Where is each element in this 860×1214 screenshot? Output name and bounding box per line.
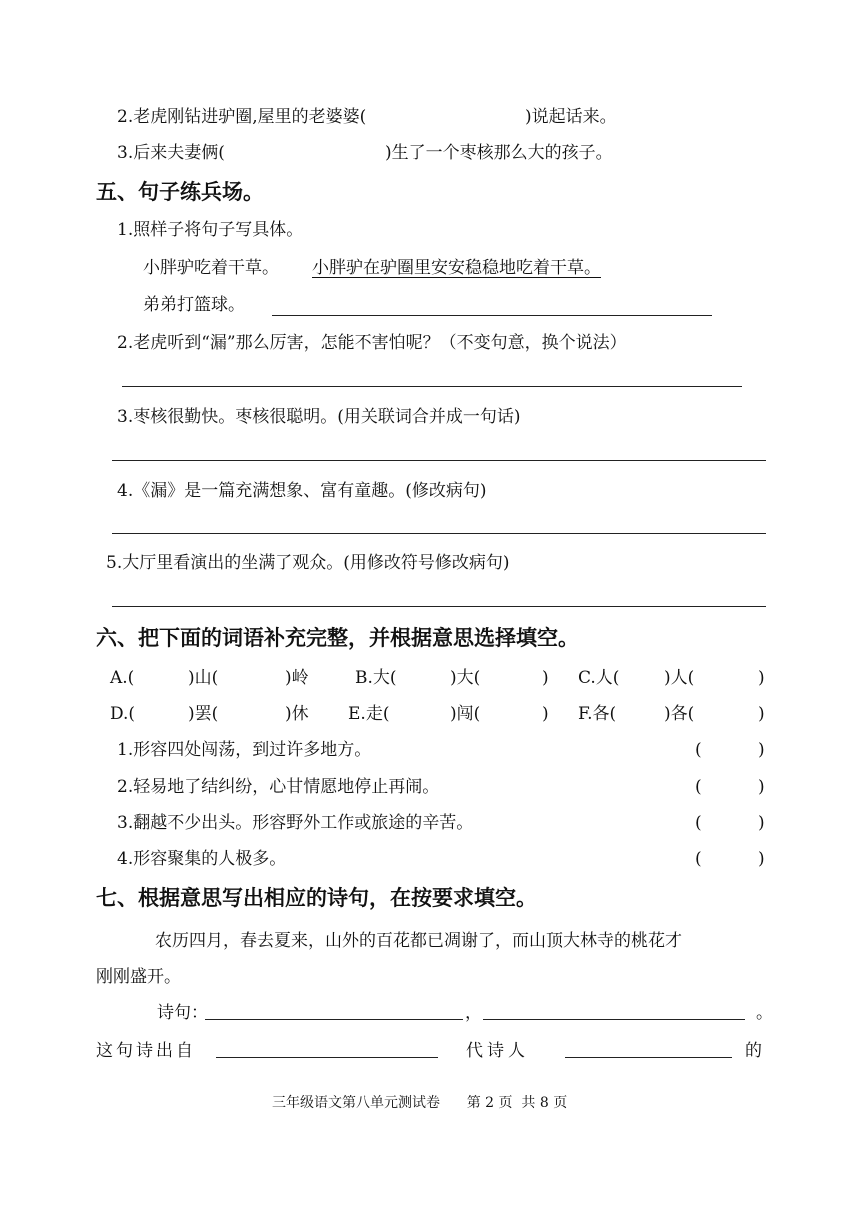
idiom-a-1: A.( — [110, 668, 135, 688]
idiom-f-1: F.各( — [578, 704, 617, 724]
example-prompt: 小胖驴吃着干草。 — [143, 258, 279, 278]
source-poem-line[interactable] — [216, 1057, 438, 1058]
idiom-a-2: )山( — [188, 668, 219, 688]
section-5-q1: 1.照样子将句子写具体。 — [117, 220, 304, 240]
poem-line-2[interactable] — [483, 1019, 745, 1020]
idiom-d-3: )休 — [285, 704, 309, 724]
idiom-a-3: )岭 — [285, 668, 309, 688]
idiom-e-2: )闯( — [450, 704, 481, 724]
page-footer: 三年级语文第八单元测试卷 第 2 页 共 8 页 — [272, 1095, 568, 1111]
meaning-3-paren-open: ( — [695, 813, 702, 833]
section-7-title: 七、根据意思写出相应的诗句，在按要求填空。 — [96, 886, 537, 910]
idiom-b-2: )大( — [450, 668, 481, 688]
q4-item-3-pre: 3.后来夫妻俩( — [117, 143, 225, 163]
practice-prompt: 弟弟打篮球。 — [143, 295, 245, 315]
answer-line-q4[interactable] — [112, 533, 766, 534]
idiom-b-3: ) — [542, 668, 549, 688]
meaning-2-paren-open: ( — [695, 777, 702, 797]
poem-paragraph-line-2: 刚刚盛开。 — [96, 967, 181, 987]
meaning-1-paren-close: ) — [758, 740, 765, 760]
idiom-f-3: ) — [758, 704, 765, 724]
poem-period: 。 — [756, 1003, 773, 1023]
idiom-e-1: E.走( — [348, 704, 390, 724]
meaning-3: 3.翻越不少出头。形容野外工作或旅途的辛苦。 — [117, 813, 474, 833]
answer-line-q3[interactable] — [112, 460, 766, 461]
answer-line-q5[interactable] — [112, 606, 766, 607]
meaning-2-paren-close: ) — [758, 777, 765, 797]
poem-paragraph-line-1: 农历四月，春去夏来，山外的百花都已凋谢了，而山顶大林寺的桃花才 — [155, 931, 682, 951]
section-5-title: 五、句子练兵场。 — [96, 180, 264, 204]
meaning-4: 4.形容聚集的人极多。 — [117, 849, 287, 869]
poet-line[interactable] — [565, 1057, 732, 1058]
idiom-e-3: ) — [542, 704, 549, 724]
section-5-q4: 4.《漏》是一篇充满想象、富有童趣。(修改病句) — [117, 481, 487, 501]
section-5-q5: 5.大厅里看演出的坐满了观众。(用修改符号修改病句) — [106, 553, 510, 573]
section-5-q2: 2.老虎听到“漏”那么厉害，怎能不害怕呢？（不变句意，换个说法） — [117, 333, 627, 353]
section-5-q3: 3.枣核很勤快。枣核很聪明。(用关联词合并成一句话) — [117, 407, 521, 427]
meaning-1: 1.形容四处闯荡，到过许多地方。 — [117, 740, 372, 760]
poem-comma: ， — [465, 1003, 482, 1023]
poem-label: 诗句： — [157, 1003, 208, 1023]
meaning-2: 2.轻易地了结纠纷，心甘情愿地停止再闹。 — [117, 777, 440, 797]
poem-line-1[interactable] — [205, 1019, 463, 1020]
q4-item-2-pre: 2.老虎刚钻进驴圈,屋里的老婆婆( — [117, 107, 367, 127]
idiom-c-2: )人( — [664, 668, 695, 688]
idiom-d-1: D.( — [110, 704, 136, 724]
q4-item-3-post: )生了一个枣核那么大的孩子。 — [385, 143, 613, 163]
q4-item-2-post: )说起话来。 — [525, 107, 617, 127]
idiom-c-1: C.人( — [578, 668, 620, 688]
meaning-4-paren-close: ) — [758, 849, 765, 869]
idiom-d-2: )罢( — [188, 704, 219, 724]
idiom-b-1: B.大( — [355, 668, 397, 688]
answer-line-q1[interactable] — [272, 315, 712, 316]
source-label: 这句诗出自 — [96, 1041, 196, 1061]
source-suffix: 的 — [745, 1041, 762, 1061]
meaning-4-paren-open: ( — [695, 849, 702, 869]
idiom-f-2: )各( — [664, 704, 695, 724]
answer-line-q2[interactable] — [122, 386, 742, 387]
section-6-title: 六、把下面的词语补充完整，并根据意思选择填空。 — [96, 626, 579, 650]
meaning-3-paren-close: ) — [758, 813, 765, 833]
meaning-1-paren-open: ( — [695, 740, 702, 760]
example-answer: 小胖驴在驴圈里安安稳稳地吃着干草。 — [312, 258, 601, 278]
idiom-c-3: ) — [758, 668, 765, 688]
dynasty-poet-label: 代诗人 — [466, 1041, 529, 1061]
